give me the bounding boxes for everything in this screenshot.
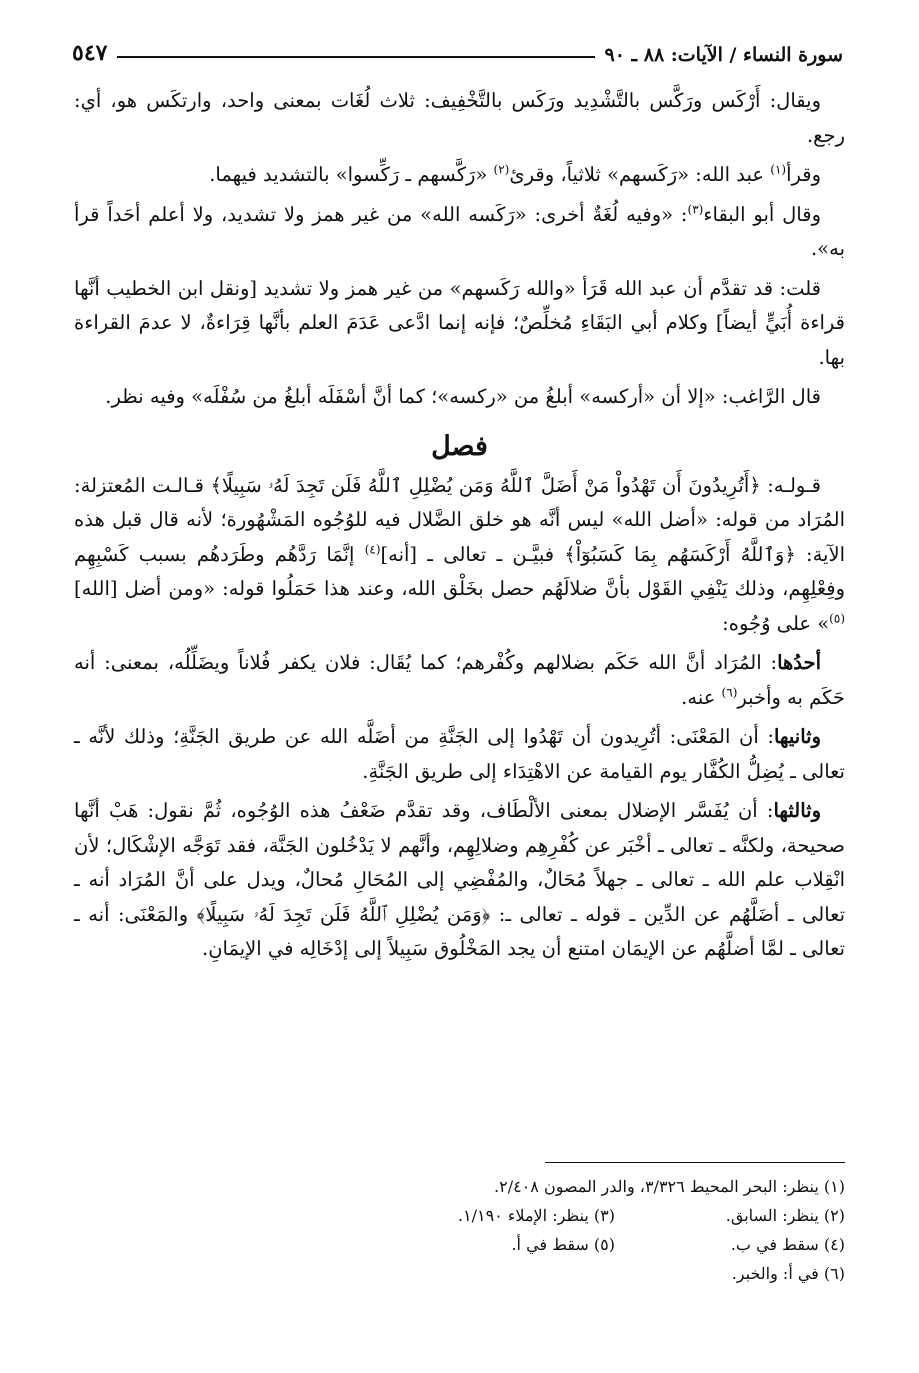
footnote-ref: (٤) [364, 542, 381, 556]
paragraph: أحدُها: المُرَاد أنَّ الله حَكَم بضلالهم وكُفْرهم؛ كما يُقَال: فلان يكفر فُلاناً ويضَلِّلُه، بمعنى: أنه حَكَم به وأخبر$^{(٦)}$ عنه. [74, 651, 845, 709]
main-text [74, 84, 845, 972]
footnote: (٦) في أ: والخبر. [731, 1264, 845, 1283]
page-header [72, 30, 843, 66]
footnote-ref: (٣) [687, 202, 704, 216]
footnote: (٥) سقط في أ. [511, 1235, 615, 1254]
footnote: (٢) ينظر: السابق. [725, 1206, 845, 1225]
page-number: ٥٤٧ [72, 40, 108, 66]
paragraph: قال الرَّاغب: «إلا أن «أركسه» أبلغُ من «ركسه»؛ كما أنَّ أسْفَلَه أبلغُ من سُفْلَه» وفيه نظر. [105, 385, 821, 408]
paragraph: قلت: قد تقدَّم أن عبد الله قَرَأ «والله رَكَسهم» من غير همز ولا تشديد [ونقل ابن الخطيب أنَّها قراءة أُبَيٍّ أيضاً] وكلام أبي البَقَاءِ مُخلِّصٌ؛ فإنه إنما ادَّعى عَدَمَ العلم بأنَّها قِرَاءةٌ، لا عدمَ القراءة بها. [74, 276, 845, 369]
surah-title: سورة النساء / الآيات: ٨٨ ـ ٩٠ [604, 44, 843, 66]
paragraph: وقال أبو البقاء$^{(٣)}$: «وفيه لُغَةٌ أخرى: «رَكَسه الله» من غير همز ولا تشديد، ولا أعلم أحَداً قرأ به». [74, 202, 845, 260]
header-rule [117, 56, 594, 58]
paragraph: وثانيها: أن المَعْنَى: أتُرِيدون أن تَهْدُوا إلى الجَنَّةِ من أضَلَّه الله عن طريق الجَنَّةِ؛ وذلك لأنَّه ـ تعالى ـ يُضِلُّ الكُفَّار يوم القيامة عن الاهْتِدَاء إلى طريق الجَنَّةِ. [74, 725, 845, 783]
paragraph: ويقال: أَرْكَس ورَكَّس بالتَّشْدِيد ورَكَس بالتَّخْفِيف: ثلاث لُغَات بمعنى واحد، وارتكَس هو، أي: رجع. [74, 89, 845, 147]
footnote-divider [545, 1162, 845, 1163]
section-title: فصل [431, 430, 488, 462]
footnote: (٣) ينظر: الإملاء ١/١٩٠. [457, 1206, 615, 1225]
footnote: (١) ينظر: البحر المحيط ٣/٣٢٦، والدر المصون ٢/٤٠٨. [494, 1177, 845, 1196]
paragraph: وثالثها: أن يُفَسَّر الإضلال بمعنى الألْطَاف، وقد تقدَّم ضَعْفُ هذه الوُجُوه، ثُمَّ نقول: هَبْ أنَّها صحيحة، ولكنَّه ـ تعالى ـ أخْبَر عن كُفْرِهِم وضلالِهِم، وأنَّهم لا يَدْخُلون الجَنَّة، فقد تَوَجَّه الإشْكَال؛ لأن انْقِلاب علم الله ـ تعالى ـ جهلاً مُحَالٌ، والمُفْضِي إلى المُحَالِ مُحالٌ، ويدل على أنَّ المُرَاد أنه ـ تعالى ـ أضَلَّهُم عن الدِّين ـ قوله ـ تعالى ـ: ﴿وَمَن يُضْلِلِ ٱللَّهُ فَلَن تَجِدَ لَهُۥ سَبِيلًا﴾ والمَعْنَى: أنه ـ تعالى ـ لمَّا أضلَّهُم عن الإيمَان امتنع أن يجد المَخْلُوق سَبِيلاً إلى إدْخَالِه في الإيمَانِ. [74, 799, 845, 960]
footnote-ref: (١) [770, 162, 787, 177]
footnote-ref: (٦) [721, 685, 738, 699]
paragraph-lead: أحدُها [777, 651, 821, 674]
footnote: (٤) سقط في ب. [730, 1235, 845, 1254]
footnote-ref: (٥) [829, 611, 845, 625]
paragraph: وقرأ$^{(١)}$ عبد الله: «رَكَسهم» ثلاثياً، وقرئ$^{(٢)}$ «رَكَّسهم ـ رَكِّسوا» بالتشديد فيهما. [209, 162, 821, 186]
paragraph-lead: وثانيها [773, 725, 821, 748]
footnotes [74, 1172, 845, 1288]
paragraph-lead: وثالثها [773, 799, 821, 822]
paragraph: قـولـه: ﴿أَتُرِيدُونَ أَن تَهْدُواْ مَنْ أَضَلَّ ٱللَّهُ وَمَن يُضْلِلِ ٱللَّهُ فَلَن تَجِدَ لَهُۥ سَبِيلًا﴾ قـالـت المُعتزلة: المُرَاد من قوله: «أضل الله» ليس أنَّه هو خلق الضَّلال فيه للوُجُوه المَشْهُورة؛ لأنه قال قبل هذه الآية: ﴿وَٱللَّهُ أَرْكَسَهُم بِمَا كَسَبُوٓاْ﴾ فبيَّـن ـ تعالى ـ [أنه]$^{(٤)}$ إنَّمَا رَدَّهُم وطَرَدهُم بسبب كَسْبِهِم وفِعْلِهِم، وذلك يَنْفِي القَوْل بأنَّ ضلالَهُم حصل بخَلْق الله، وعند هذا حَمَلُوا قوله: «ومن أضل [الله]$^{(٥)}$» على وُجُوه: [74, 473, 845, 635]
footnote-ref: (٢) [493, 162, 510, 177]
